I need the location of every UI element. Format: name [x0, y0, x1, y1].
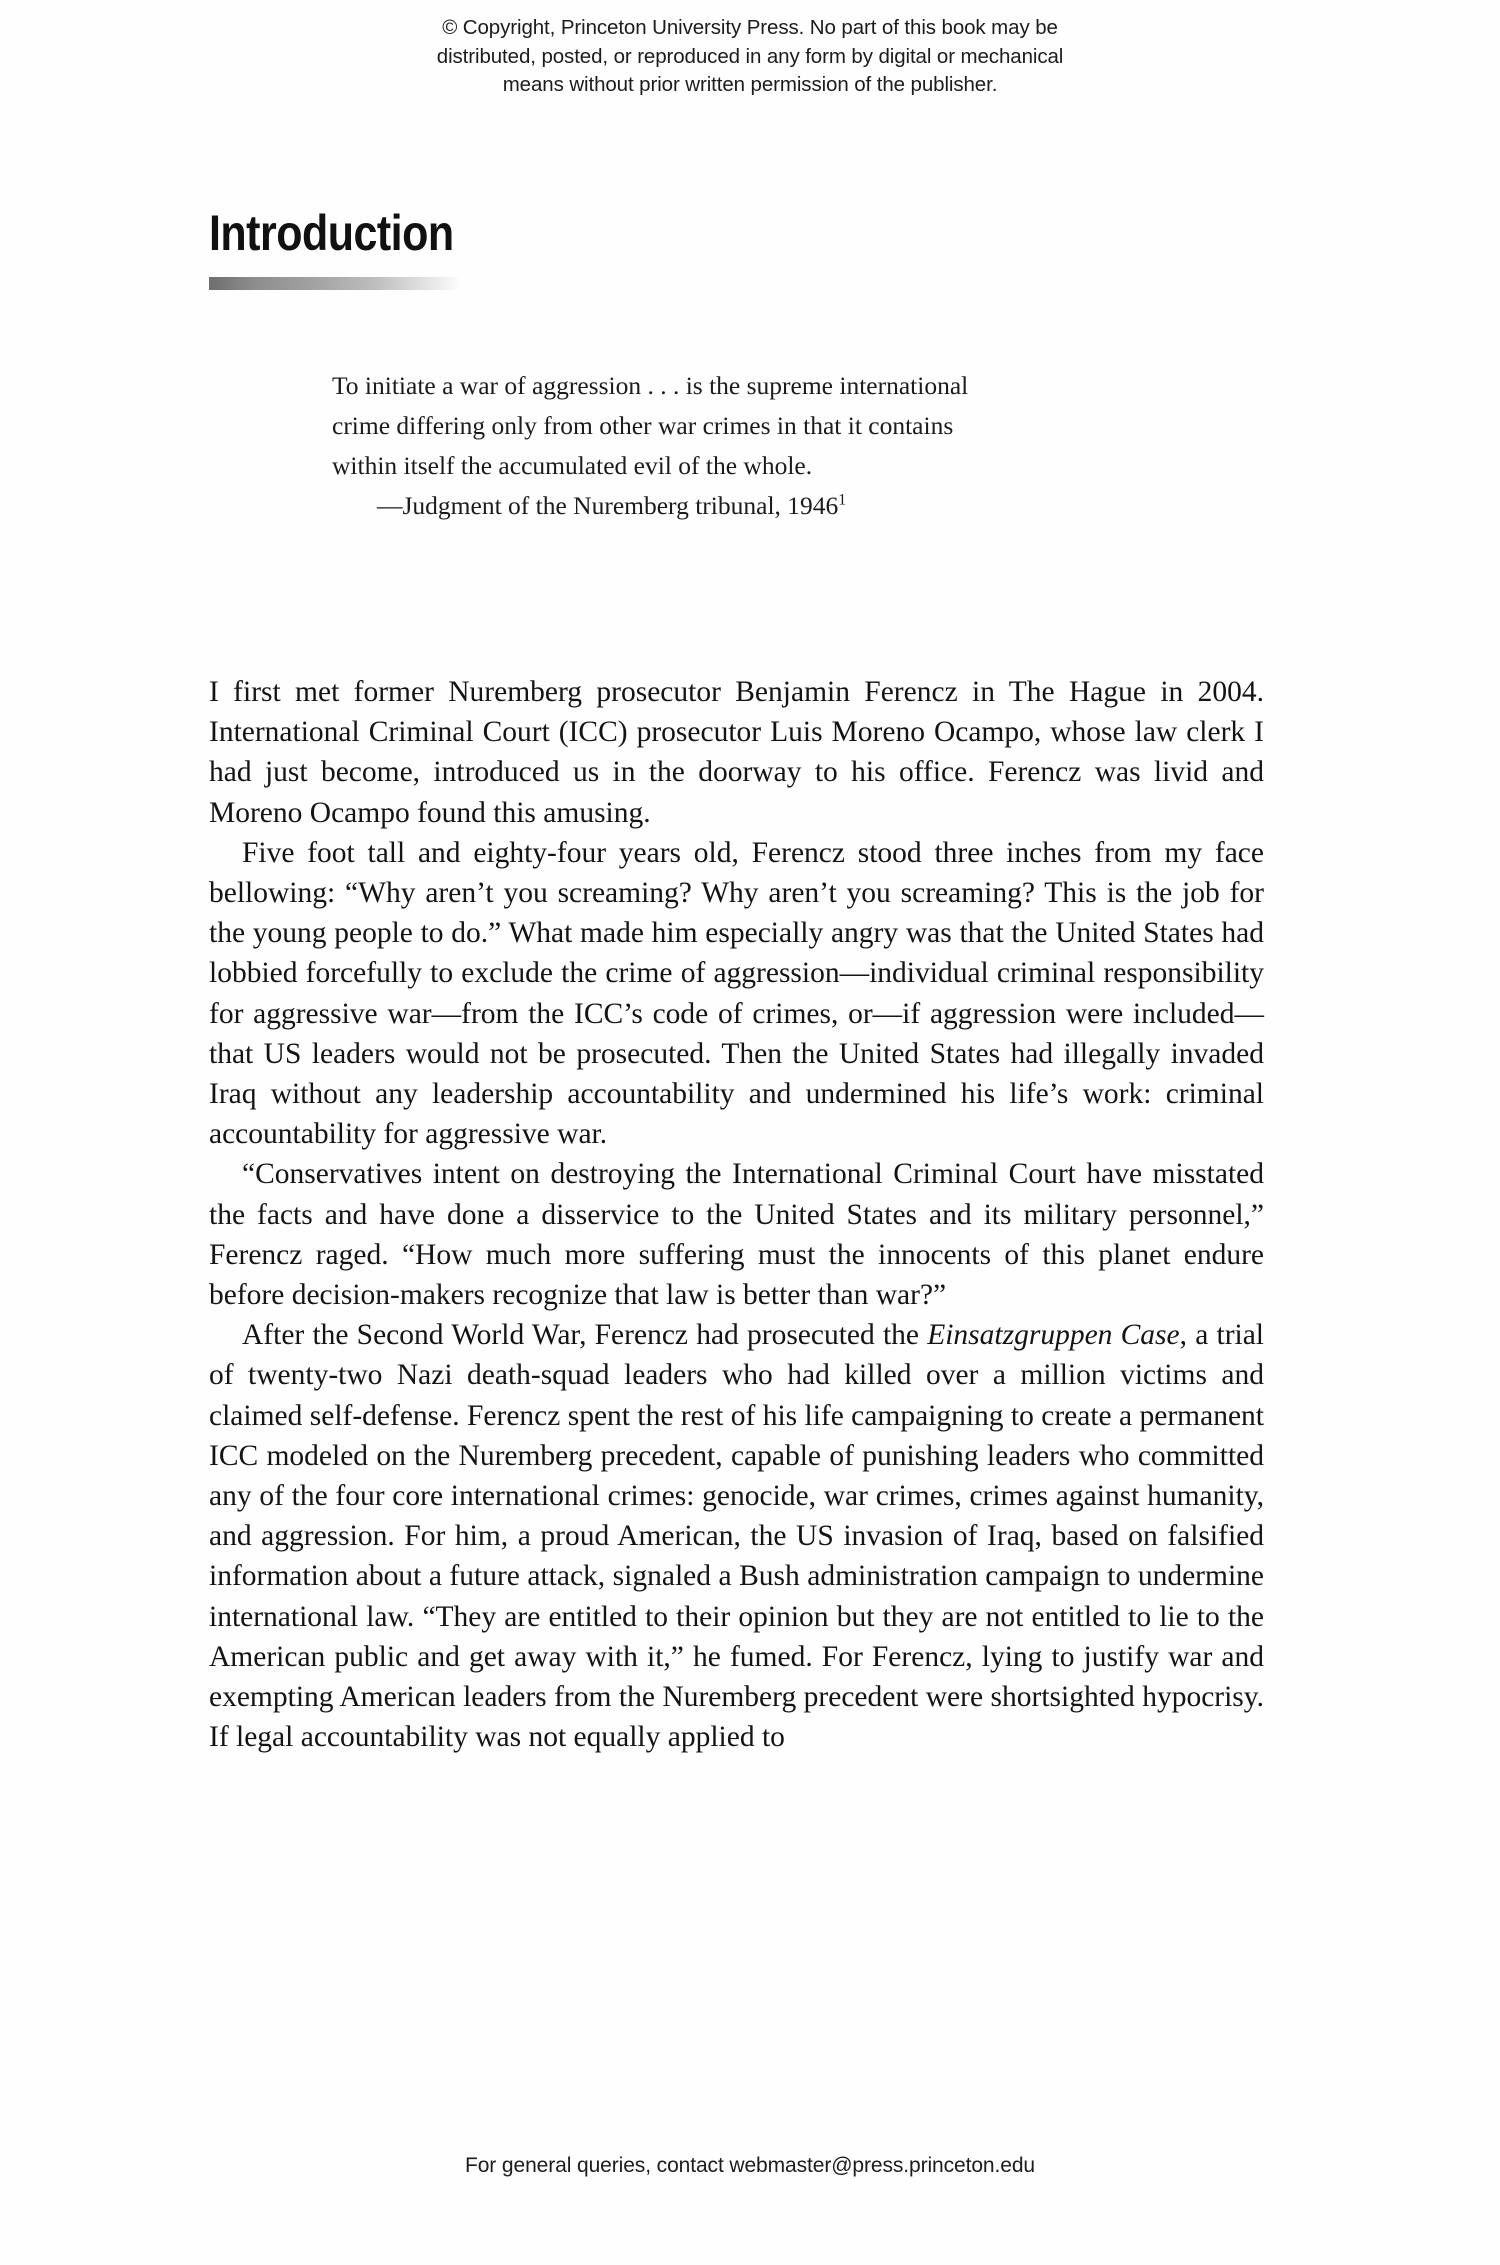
body-paragraph-3: “Conservatives intent on destroying the International Criminal Court have misstated the facts and have done a disservice to the United States and its military personnel,” Ferencz raged. “How much more suffering must the innocents of this planet endure before decision-makers recognize that law is better than war?” [209, 1158, 1264, 1312]
queries-watermark-footer: For general queries, contact webmaster@press.princeton.edu [465, 2154, 1035, 2177]
body-text [209, 672, 1264, 1757]
body-paragraph-4 [209, 1315, 1264, 1757]
footnote-marker: 1 [838, 491, 847, 509]
epigraph-block [332, 366, 1152, 526]
paragraph-4-segment-3: , a trial of twenty-two Nazi death-squad leaders who had killed over a million victims and claimed self-defense. Ferencz spent the rest of his life campaigning to create a permanent ICC modeled on the Nuremberg precedent, capable of punishing leaders who committed any of the four core international crimes: genocide, war crimes, crimes against humanity, and aggression. For him, a proud American, the US invasion of Iraq, based on falsified information about a future attack, signaled a Bush administration campaign to undermine international law. “They are entitled to their opinion but they are not entitled to lie to the American public and get away with it,” he fumed. For Ferencz, lying to justify war and exempting American leaders from the Nuremberg precedent were shortsighted hypocrisy. If legal accountability was not equally applied to [209, 1319, 1264, 1754]
chapter-heading-block [209, 206, 909, 290]
epigraph-line-1: To initiate a war of aggression . . . is the supreme international [332, 371, 969, 400]
epigraph-attribution-text: —Judgment of the Nuremberg tribunal, 1946 [377, 491, 839, 520]
title-gradient-rule [209, 277, 458, 290]
epigraph-attribution [332, 486, 1152, 526]
body-paragraph-1: I first met former Nuremberg prosecutor Benjamin Ferencz in The Hague in 2004. International Criminal Court (ICC) prosecutor Luis Moreno Ocampo, whose law clerk I had just become, introduced us in the doorway to his office. Ferencz was livid and Moreno Ocampo found this amusing. [209, 676, 1264, 829]
copyright-watermark-header [0, 14, 1500, 100]
page-title: Introduction [209, 205, 454, 261]
copyright-line-1: © Copyright, Princeton University Press. No part of this book may be [442, 16, 1058, 39]
paragraph-4-segment-1: After the Second World War, Ferencz had prosecuted the [242, 1319, 928, 1352]
body-paragraph-2: Five foot tall and eighty-four years old, Ferencz stood three inches from my face bellowing: “Why aren’t you screaming? Why aren’t you screaming? This is the job for the young people to do.” What made him especially angry was that the United States had lobbied forcefully to exclude the crime of aggression—individual criminal responsibility for aggressive war—from the ICC’s code of crimes, or—if aggression were included—that US leaders would not be prosecuted. Then the United States had illegally invaded Iraq without any leadership accountability and undermined his life’s work: criminal accountability for aggressive war. [209, 836, 1264, 1151]
epigraph-line-3: within itself the accumulated evil of the whole. [332, 451, 813, 480]
copyright-line-2: distributed, posted, or reproduced in any form by digital or mechanical [436, 44, 1064, 68]
epigraph-line-2: crime differing only from other war crimes in that it contains [332, 411, 954, 440]
italic-case-name: Einsatzgruppen Case [927, 1319, 1180, 1352]
copyright-line-3: means without prior written permission of the publisher. [502, 73, 998, 96]
